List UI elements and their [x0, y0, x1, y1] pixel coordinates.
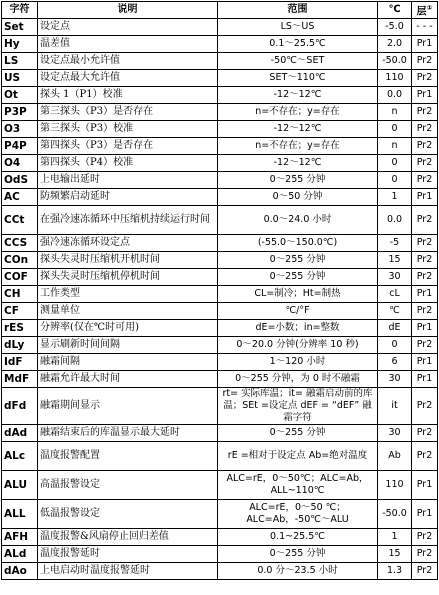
- parameter-level: Pr2: [412, 121, 438, 138]
- parameter-level: Pr2: [412, 442, 438, 471]
- parameter-level: Pr2: [412, 53, 438, 70]
- header-unit: ℃: [378, 2, 412, 19]
- parameter-description: 上电输出延时: [38, 172, 218, 189]
- parameter-default-value: n: [378, 138, 412, 155]
- parameter-symbol: COF: [2, 269, 38, 286]
- parameter-symbol: O4: [2, 155, 38, 172]
- parameter-level: Pr2: [412, 546, 438, 563]
- parameter-description: 在强冷速冻循环中压缩机持续运行时间: [38, 206, 218, 235]
- parameter-description: 设定点最大允许值: [38, 70, 218, 87]
- table-row: [2, 563, 438, 580]
- parameter-level: - - -: [412, 19, 438, 36]
- table-row: [2, 500, 438, 529]
- table-row: [2, 303, 438, 320]
- parameter-level: Pr1: [412, 354, 438, 371]
- header-level: [412, 2, 438, 19]
- parameter-default-value: 0: [378, 172, 412, 189]
- parameter-description: 高温报警设定: [38, 471, 218, 500]
- parameter-description: 第三探头（P3）校准: [38, 121, 218, 138]
- parameter-symbol: Set: [2, 19, 38, 36]
- parameter-symbol: CF: [2, 303, 38, 320]
- parameter-symbol: LS: [2, 53, 38, 70]
- table-row: [2, 471, 438, 500]
- parameter-default-value: 0: [378, 121, 412, 138]
- parameter-level: Pr2: [412, 138, 438, 155]
- parameter-symbol: AFH: [2, 529, 38, 546]
- parameter-default-value: 0: [378, 337, 412, 354]
- parameter-range: SET～110℃: [218, 70, 378, 87]
- parameter-range: 0.0～24.0 小时: [218, 206, 378, 235]
- table-row: [2, 36, 438, 53]
- parameter-range: 0～255 分钟，为 0 时不融霜: [218, 371, 378, 388]
- parameter-symbol: O3: [2, 121, 38, 138]
- parameter-default-value: ℃: [378, 303, 412, 320]
- parameter-level: Pr1: [412, 36, 438, 53]
- parameter-description: 温度报警延时: [38, 546, 218, 563]
- parameter-default-value: 30: [378, 269, 412, 286]
- parameter-default-value: 6: [378, 354, 412, 371]
- parameter-description: 探头 1（P1）校准: [38, 87, 218, 104]
- parameter-description: 融霜结束后的库温显示最大延时: [38, 425, 218, 442]
- parameter-symbol: P3P: [2, 104, 38, 121]
- table-row: [2, 388, 438, 425]
- parameter-symbol: COn: [2, 252, 38, 269]
- parameter-description: 设定点: [38, 19, 218, 36]
- parameter-symbol: Hy: [2, 36, 38, 53]
- parameter-default-value: cL: [378, 286, 412, 303]
- parameter-range: 0～255 分钟: [218, 546, 378, 563]
- parameter-description: 探头失灵时压缩机停机时间: [38, 269, 218, 286]
- parameter-default-value: 30: [378, 425, 412, 442]
- parameter-symbol: dFd: [2, 388, 38, 425]
- parameter-range: -12～12℃: [218, 87, 378, 104]
- parameter-range: ℃/°F: [218, 303, 378, 320]
- parameter-level: Pr2: [412, 70, 438, 87]
- table-row: [2, 155, 438, 172]
- parameter-default-value: -5.0: [378, 19, 412, 36]
- parameter-level: Pr2: [412, 252, 438, 269]
- parameter-default-value: 15: [378, 252, 412, 269]
- parameter-symbol: P4P: [2, 138, 38, 155]
- parameter-range: n=不存在；y=存在: [218, 138, 378, 155]
- parameter-symbol: rES: [2, 320, 38, 337]
- parameter-level: Pr1: [412, 371, 438, 388]
- parameter-range: n=不存在；y=存在: [218, 104, 378, 121]
- parameter-default-value: 2.0: [378, 36, 412, 53]
- parameter-description: 融霜期间显示: [38, 388, 218, 425]
- parameter-level: Pr2: [412, 155, 438, 172]
- parameter-description: 强冷速冻循环设定点: [38, 235, 218, 252]
- parameter-level: Pr2: [412, 172, 438, 189]
- parameter-symbol: ALU: [2, 471, 38, 500]
- parameter-symbol: US: [2, 70, 38, 87]
- parameter-symbol: CH: [2, 286, 38, 303]
- parameter-symbol: dAo: [2, 563, 38, 580]
- parameter-level: Pr2: [412, 235, 438, 252]
- parameter-range: ALC=rE，0～50℃；ALC=Ab，ALL~110℃: [218, 471, 378, 500]
- parameter-description: 防频繁启动延时: [38, 189, 218, 206]
- parameter-level: Pr1: [412, 87, 438, 104]
- parameter-description: 温度报警配置: [38, 442, 218, 471]
- parameter-description: 第三探头（P3）是否存在: [38, 104, 218, 121]
- parameter-level: Pr1: [412, 286, 438, 303]
- parameter-default-value: 0.0: [378, 87, 412, 104]
- table-row: [2, 206, 438, 235]
- table-row: [2, 19, 438, 36]
- header-description: 说明: [38, 2, 218, 19]
- parameter-default-value: 110: [378, 70, 412, 87]
- parameter-description: 设定点最小允许值: [38, 53, 218, 70]
- parameter-range: 0.1～25.5℃: [218, 36, 378, 53]
- table-row: [2, 286, 438, 303]
- parameter-level: Pr2: [412, 104, 438, 121]
- parameter-description: 第四探头（P3）是否存在: [38, 138, 218, 155]
- parameter-symbol: ALd: [2, 546, 38, 563]
- parameter-level: Pr2: [412, 269, 438, 286]
- parameter-symbol: ALc: [2, 442, 38, 471]
- parameter-level: Pr2: [412, 563, 438, 580]
- parameter-range: rt= 实际库温；it= 融霜启动前的库温；SEt =设定点 dEF = “dEF” 融霜字符: [218, 388, 378, 425]
- parameter-default-value: -50.0: [378, 53, 412, 70]
- table-row: [2, 172, 438, 189]
- parameter-level: Pr1: [412, 471, 438, 500]
- table-row: [2, 252, 438, 269]
- table-row: [2, 235, 438, 252]
- header-level-label: 层: [416, 6, 427, 18]
- parameter-description: 融霜间隔: [38, 354, 218, 371]
- parameter-range: LS～US: [218, 19, 378, 36]
- parameter-range: CL=制冷；Ht=制热: [218, 286, 378, 303]
- parameter-symbol: CCS: [2, 235, 38, 252]
- parameter-description: 工作类型: [38, 286, 218, 303]
- parameter-description: 温度报警&风扇停止回归差值: [38, 529, 218, 546]
- parameter-description: 显示刷新时间间隔: [38, 337, 218, 354]
- parameter-description: 探头失灵时压缩机开机时间: [38, 252, 218, 269]
- table-body: [2, 19, 438, 580]
- parameter-level: Pr2: [412, 303, 438, 320]
- parameter-default-value: 1: [378, 189, 412, 206]
- header-range: 范围: [218, 2, 378, 19]
- parameter-symbol: dAd: [2, 425, 38, 442]
- parameter-table: [1, 1, 438, 580]
- table-row: [2, 87, 438, 104]
- parameter-range: 0～255 分钟: [218, 172, 378, 189]
- parameter-default-value: 1.3: [378, 563, 412, 580]
- table-row: [2, 442, 438, 471]
- parameter-default-value: 0: [378, 155, 412, 172]
- table-row: [2, 70, 438, 87]
- parameter-range: 0.0 分～23.5 小时: [218, 563, 378, 580]
- parameter-symbol: Ot: [2, 87, 38, 104]
- parameter-range: rE =相对于设定点 Ab=绝对温度: [218, 442, 378, 471]
- parameter-symbol: dLy: [2, 337, 38, 354]
- parameter-range: (-55.0～150.0℃): [218, 235, 378, 252]
- table-row: [2, 53, 438, 70]
- header-symbol: 字符: [2, 2, 38, 19]
- parameter-range: dE=小数；in=整数: [218, 320, 378, 337]
- parameter-range: 0～20.0 分钟(分辨率 10 秒): [218, 337, 378, 354]
- parameter-level: Pr1: [412, 320, 438, 337]
- parameter-symbol: IdF: [2, 354, 38, 371]
- parameter-range: -12～12℃: [218, 121, 378, 138]
- parameter-level: Pr1: [412, 500, 438, 529]
- parameter-default-value: 110: [378, 471, 412, 500]
- parameter-level: Pr2: [412, 388, 438, 425]
- parameter-default-value: 0.0: [378, 206, 412, 235]
- parameter-default-value: -5: [378, 235, 412, 252]
- parameter-description: 温差值: [38, 36, 218, 53]
- table-row: [2, 371, 438, 388]
- parameter-range: -12～12℃: [218, 155, 378, 172]
- parameter-range: 0.1~25.5℃: [218, 529, 378, 546]
- parameter-level: Pr2: [412, 206, 438, 235]
- table-row: [2, 425, 438, 442]
- parameter-level: Pr1: [412, 189, 438, 206]
- parameter-level: Pr2: [412, 337, 438, 354]
- table-row: [2, 354, 438, 371]
- parameter-level: Pr2: [412, 529, 438, 546]
- parameter-description: 融霜允许最大时间: [38, 371, 218, 388]
- parameter-range: -50℃～SET: [218, 53, 378, 70]
- parameter-symbol: MdF: [2, 371, 38, 388]
- parameter-description: 第四探头（P4）校准: [38, 155, 218, 172]
- header-level-footnote: ①: [426, 4, 433, 12]
- parameter-range: 0～255 分钟: [218, 269, 378, 286]
- parameter-description: 低温报警设定: [38, 500, 218, 529]
- parameter-default-value: -50.0: [378, 500, 412, 529]
- table-row: [2, 138, 438, 155]
- table-row: [2, 337, 438, 354]
- table-header-row: [2, 2, 438, 19]
- parameter-default-value: Ab: [378, 442, 412, 471]
- parameter-range: 0～50 分钟: [218, 189, 378, 206]
- parameter-symbol: CCt: [2, 206, 38, 235]
- table-row: [2, 104, 438, 121]
- parameter-symbol: ALL: [2, 500, 38, 529]
- parameter-default-value: dE: [378, 320, 412, 337]
- table-row: [2, 320, 438, 337]
- parameter-description: 分辨率(仅在℃时可用): [38, 320, 218, 337]
- parameter-range: 1～120 小时: [218, 354, 378, 371]
- parameter-level: Pr2: [412, 425, 438, 442]
- table-row: [2, 269, 438, 286]
- parameter-default-value: n: [378, 104, 412, 121]
- parameter-default-value: 15: [378, 546, 412, 563]
- parameter-description: 测量单位: [38, 303, 218, 320]
- parameter-range: 0～255 分钟: [218, 425, 378, 442]
- parameter-range: ALC=rE，0～50 ℃；ALC=Ab，-50℃～ALU: [218, 500, 378, 529]
- table-row: [2, 121, 438, 138]
- table-row: [2, 529, 438, 546]
- table-row: [2, 546, 438, 563]
- parameter-symbol: AC: [2, 189, 38, 206]
- parameter-default-value: 30: [378, 371, 412, 388]
- parameter-default-value: it: [378, 388, 412, 425]
- table-row: [2, 189, 438, 206]
- parameter-range: 0～255 分钟: [218, 252, 378, 269]
- parameter-default-value: 1: [378, 529, 412, 546]
- parameter-description: 上电启动时温度报警延时: [38, 563, 218, 580]
- parameter-symbol: OdS: [2, 172, 38, 189]
